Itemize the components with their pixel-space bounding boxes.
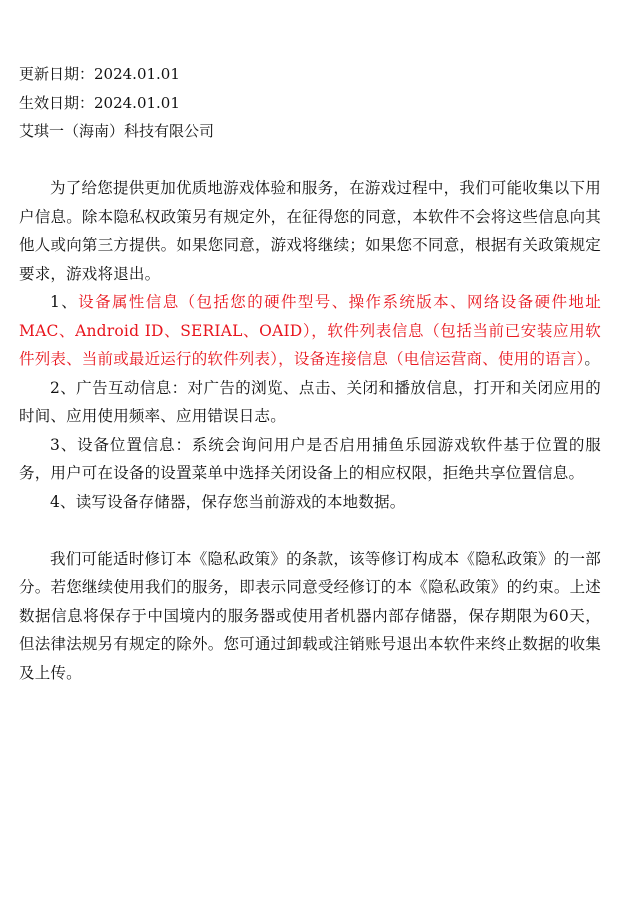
item-ad-interaction: 2、广告互动信息：对广告的浏览、点击、关闭和播放信息，打开和关闭应用的时间、应用使用频率、应用错误日志。 xyxy=(19,378,601,425)
item-device-location: 3、设备位置信息：系统会询问用户是否启用捕鱼乐园游戏软件基于位置的服务，用户可在设备的设置菜单中选择关闭设备上的相应权限，拒绝共享位置信息。 xyxy=(19,435,601,482)
company-name: 艾琪一（海南）科技有限公司 xyxy=(19,122,215,140)
spacer xyxy=(19,516,601,545)
item-device-attributes xyxy=(19,288,601,374)
intro-paragraph: 为了给您提供更加优质地游戏体验和服务，在游戏过程中，我们可能收集以下用户信息。除本隐私权政策另有规定外，在征得您的同意，本软件不会将这些信息向其他人或向第三方提供。如果您同意，游戏将继续；如果您不同意，根据有关政策规定要求，游戏将退出。 xyxy=(19,179,601,283)
effective-date: 生效日期：2024.01.01 xyxy=(19,93,180,112)
spacer xyxy=(19,146,601,175)
item-storage: 4、读写设备存储器，保存您当前游戏的本地数据。 xyxy=(50,492,406,511)
item-1-highlight-text: 设备属性信息（包括您的硬件型号、操作系统版本、网络设备硬件地址MAC、Android ID、SERIAL、OAID），软件列表信息（包括当前已安装应用软件列表、当前或最近运行的软件列表），设备连接信息（电信运营商、使用的语言） xyxy=(19,293,601,368)
closing-paragraph: 我们可能适时修订本《隐私政策》的条款，该等修订构成本《隐私政策》的一部分。若您继续使用我们的服务，即表示同意受经修订的本《隐私政策》的约束。上述数据信息将保存于中国境内的服务器或使用者机器内部存储器，保存期限为60天，但法律法规另有规定的除外。您可通过卸载或注销账号退出本软件来终止数据的收集及上传。 xyxy=(19,549,601,682)
item-1-suffix: 。 xyxy=(584,350,601,368)
item-1-prefix: 1、 xyxy=(50,293,79,311)
update-date: 更新日期：2024.01.01 xyxy=(19,65,180,83)
